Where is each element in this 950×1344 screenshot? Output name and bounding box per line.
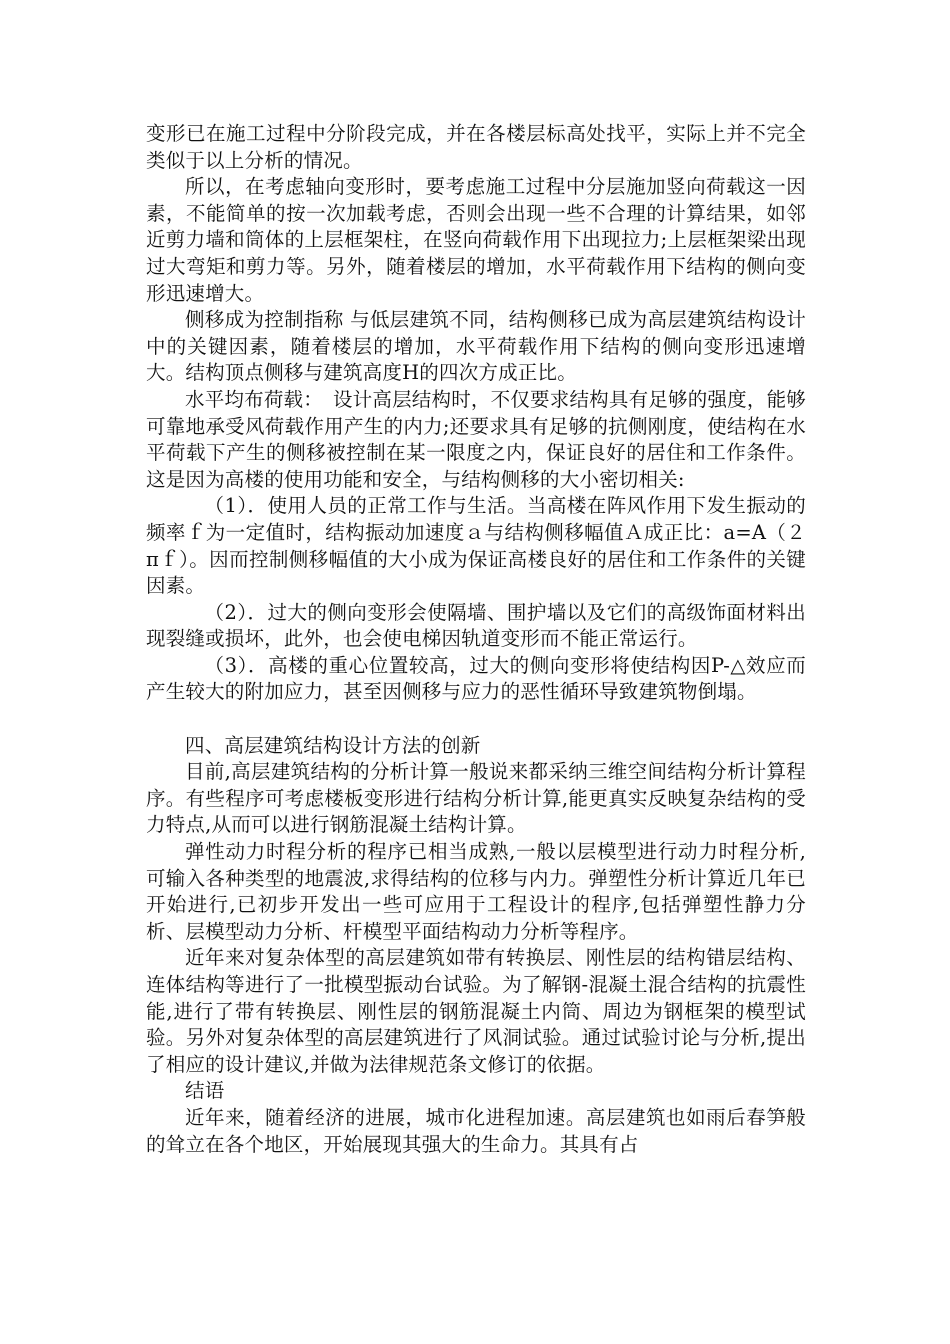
- document-body: [146, 121, 806, 1158]
- paragraph-shake-table: 近年来对复杂体型的高层建筑如带有转换层、刚性层的结构错层结构、连体结构等进行了一批模型振动台试验。为了解钢-混凝土混合结构的抗震性能,进行了带有转换层、刚性层的钢筋混凝土内筒、周边为钢框架的模型试验。另外对复杂体型的高层建筑进行了风洞试验。通过试验讨论与分析,提出了相应的设计建议,并做为法律规范条文修订的依据。: [146, 946, 806, 1076]
- paragraph-axial-deformation: 所以，在考虑轴向变形时，要考虑施工过程中分层施加竖向荷载这一因素，不能简单的按一次加载考虑，否则会出现一些不合理的计算结果，如邻近剪力墙和筒体的上层框架柱，在竖向荷载作用下出现拉力;上层框架梁出现过大弯矩和剪力等。另外，随着楼层的增加，水平荷载作用下结构的侧向变形迅速增大。: [146, 175, 806, 305]
- paragraph-continuation: 变形已在施工过程中分阶段完成，并在各楼层标高处找平，实际上并不完全类似于以上分析的情况。: [146, 122, 806, 172]
- section-heading-conclusion: 结语: [185, 1079, 225, 1103]
- list-item-1: （1）．使用人员的正常工作与生活。当高楼在阵风作用下发生振动的频率ｆ为一定值时，结构振动加速度ａ与结构侧移幅值Ａ成正比：a=A（２πｆ）。因而控制侧移幅值的大小成为保证高楼良好的居住和工作条件的关键因素。: [146, 494, 806, 598]
- paragraph-lateral-drift-control: 侧移成为控制指称 与低层建筑不同，结构侧移已成为高层建筑结构设计中的关键因素，随着楼层的增加，水平荷载作用下结构的侧向变形迅速增大。结构顶点侧移与建筑高度H的四次方成正比。: [146, 308, 806, 385]
- paragraph-3d-analysis: 目前,高层建筑结构的分析计算一般说来都采纳三维空间结构分析计算程序。有些程序可考虑楼板变形进行结构分析计算,能更真实反映复杂结构的受力特点,从而可以进行钢筋混凝土结构计算。: [146, 760, 806, 837]
- list-item-2: （2）．过大的侧向变形会使隔墙、围护墙以及它们的高级饰面材料出现裂缝或损坏，此外，也会使电梯因轨道变形而不能正常运行。: [146, 600, 806, 651]
- section-heading-four: 四、高层建筑结构设计方法的创新: [185, 733, 481, 757]
- list-item-3: （3）．高楼的重心位置较高，过大的侧向变形将使结构因P-△效应而产生较大的附加应力，甚至因侧移与应力的恶性循环导致建筑物倒塌。: [146, 653, 806, 704]
- paragraph-conclusion: 近年来，随着经济的进展，城市化进程加速。高层建筑也如雨后春笋般的耸立在各个地区，开始展现其强大的生命力。其具有占: [146, 1105, 806, 1156]
- blank-line: [146, 706, 806, 733]
- paragraph-uniform-load: 水平均布荷载： 设计高层结构时，不仅要求结构具有足够的强度，能够可靠地承受风荷载作用产生的内力;还要求具有足够的抗侧刚度，使结构在水平荷载下产生的侧移被控制在某一限度之内，保证良好的居住和工作条件。这是因为高楼的使用功能和安全，与结构侧移的大小密切相关:: [146, 387, 806, 491]
- paragraph-time-history: 弹性动力时程分析的程序已相当成熟,一般以层模型进行动力时程分析,可输入各种类型的地震波,求得结构的位移与内力。弹塑性分析计算近几年已开始进行,已初步开发出一些可应用于工程设计的程序,包括弹塑性静力分析、层模型动力分析、杆模型平面结构动力分析等程序。: [146, 840, 806, 943]
